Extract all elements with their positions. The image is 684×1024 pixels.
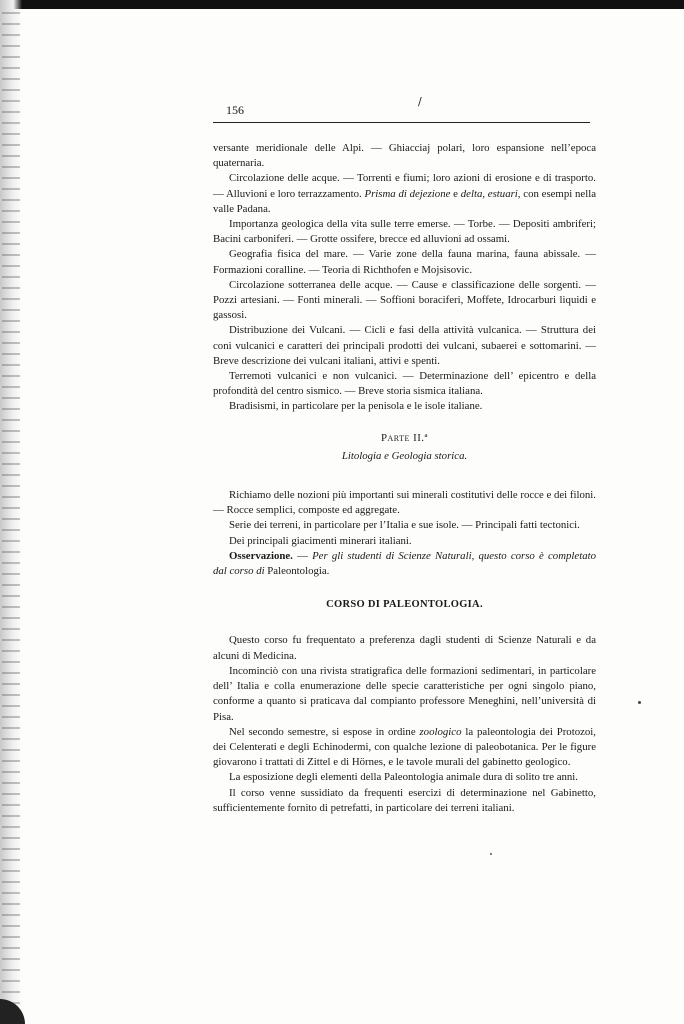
header-rule (213, 122, 590, 123)
paragraph: Distribuzione dei Vulcani. — Cicli e fasi della attività vulcanica. — Struttura dei coni vulcanici e caratteri dei principali prodotti dei vulcani, subaerei e sottomarini. — Breve descrizione dei vulcani italiani, attivi e spenti. (213, 324, 596, 367)
binding-marks (2, 12, 20, 1012)
paragraph: Il corso venne sussidiato da frequenti esercizi di determinazione nel Gabinetto, sufficientemente fornito di petrefatti, in particolare dei terreni italiani. (213, 786, 596, 814)
pencil-mark: / (418, 95, 422, 108)
paragraph: Circolazione delle acque. — Torrenti e fiumi; loro azioni di erosione e di trasporto. — Alluvioni e loro terrazzamento. Prisma di dejezione e delta, estuari, con esempi nella valle Padana. (213, 172, 596, 215)
paragraph: Questo corso fu frequentato a preferenza dagli studenti di Scienze Naturali e da alcuni di Medicina. (213, 634, 596, 662)
body-text (213, 141, 596, 816)
paragraph: Geografia fisica del mare. — Varie zone della fauna marina, fauna abissale. — Formazioni coralline. — Teoria di Richthofen e Mojsisovic. (213, 248, 596, 276)
part-subtitle: Litologia e Geologia storica. (341, 449, 468, 462)
paragraph: Importanza geologica della vita sulle terre emerse. — Torbe. — Depositi ambriferi; Bacini carboniferi. — Grotte ossifere, brecce ed alluvioni ad ossami. (213, 218, 596, 246)
paragraph: Incominciò con una rivista stratigrafica delle formazioni sedimentari, in particolare dell’ Italia e colla enumerazione delle specie caratteristiche per ogni singolo piano, conforme a quanto si praticava dal compianto professore Meneghini, nell’università di Pisa. (213, 664, 596, 723)
paragraph: Terremoti vulcanici e non vulcanici. — Determinazione dell’ epicentro e della profondità del centro sismico. — Breve storia sismica italiana. (213, 370, 596, 398)
paragraph: Circolazione sotterranea delle acque. — Cause e classificazione delle sorgenti. — Pozzi artesiani. — Fonti minerali. — Soffioni boraciferi, Moffete, Idrocarburi liquidi e gassosi. (213, 278, 596, 322)
paragraph: Dei principali giacimenti minerari italiani. (229, 534, 412, 547)
note-label: Osservazione. (229, 549, 293, 562)
paragraph: versante meridionale delle Alpi. — Ghiacciaj polari, loro espansione nell’epoca quaternaria. (213, 142, 596, 170)
scan-top-border (0, 0, 684, 9)
paragraph: Bradisismi, in particolare per la penisola e le isole italiane. (229, 400, 483, 413)
section-title: CORSO DI PALEONTOLOGIA. (326, 599, 483, 611)
margin-speck (490, 853, 492, 855)
paragraph: Richiamo delle nozioni più importanti sui minerali costitutivi delle rocce e dei filoni. — Rocce semplici, composte ed aggregate. (213, 489, 596, 517)
observation-note: Osservazione. — Per gli studenti di Scienze Naturali, questo corso è completato dal corso di Paleontologia. (213, 549, 596, 578)
scan-corner-shadow (0, 998, 32, 1024)
page-number: 156 (226, 103, 244, 117)
part-heading: Parte II.ª (381, 431, 428, 444)
paragraph: Nel secondo semestre, si espose in ordine zoologico la paleontologia dei Protozoi, dei Celenterati e degli Echinodermi, con qualche lezione di paleobotanica. Per le figure giovarono i trattati di Zittel e di Hörnes, e le tavole murali del gabinetto geologico. (213, 725, 596, 769)
margin-speck (638, 701, 641, 704)
paragraph: Serie dei terreni, in particolare per l’Italia e sue isole. — Principali fatti tectonici. (229, 519, 580, 532)
paragraph: La esposizione degli elementi della Paleontologia animale dura di solito tre anni. (229, 771, 578, 784)
